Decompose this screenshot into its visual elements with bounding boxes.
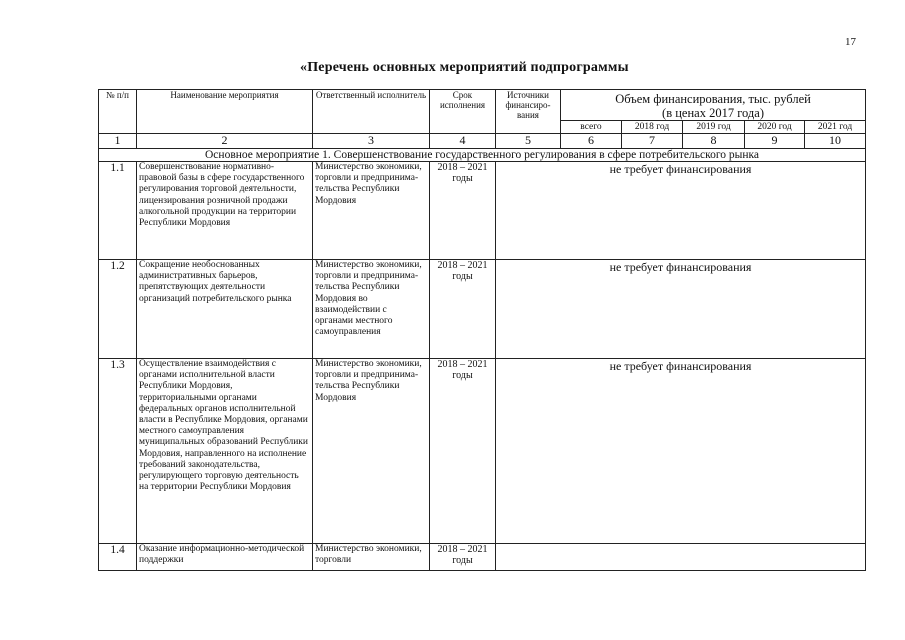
activities-table (98, 89, 866, 571)
row-activity-name: Сокращение необоснованных административных барьеров, препятствующих деятельности организаций потребительского рынка (137, 260, 313, 359)
column-number: 8 (683, 134, 745, 149)
row-term (430, 162, 496, 260)
header-sources: Источники финансиро-вания (496, 90, 561, 134)
header-term: Срок исполнения (430, 90, 496, 134)
page-title: «Перечень основных мероприятий подпрограммы (300, 60, 629, 75)
table-row (99, 260, 866, 359)
column-numbers-row (99, 134, 866, 149)
row-number: 1.4 (99, 544, 137, 571)
column-number: 4 (430, 134, 496, 149)
table-row (99, 162, 866, 260)
row-financing (496, 544, 866, 571)
row-financing: не требует финансирования (496, 162, 866, 260)
section-row (99, 149, 866, 162)
column-number: 6 (561, 134, 622, 149)
row-term (430, 260, 496, 359)
section-title: Основное мероприятие 1. Совершенствование государственного регулирования в сфере потребительского рынка (99, 149, 866, 162)
row-term-unit: годы (452, 173, 473, 184)
header-volume-line1: Объем финансирования, тыс. рублей (615, 92, 811, 106)
column-number: 5 (496, 134, 561, 149)
table-row (99, 359, 866, 544)
row-term-years: 2018 – 2021 (437, 162, 488, 173)
row-executor: Министерство экономики, торговли и предпринима-тельства Республики Мордовия во взаимодействии с органами местного самоуправления (313, 260, 430, 359)
row-activity-name: Оказание информационно-методической поддержки (137, 544, 313, 571)
header-num: № п/п (99, 90, 137, 134)
row-term (430, 359, 496, 544)
column-number: 3 (313, 134, 430, 149)
row-activity-name: Совершенствование нормативно-правовой базы в сфере государственного регулирования торговой деятельности, лицензирования розничной продажи алкогольной продукции на территории Республики Мордовия (137, 162, 313, 260)
row-executor: Министерство экономики, торговли (313, 544, 430, 571)
row-term (430, 544, 496, 571)
row-term-years: 2018 – 2021 (437, 260, 488, 271)
row-term-unit: годы (452, 370, 473, 381)
row-financing: не требует финансирования (496, 359, 866, 544)
header-row-1 (99, 90, 866, 121)
header-2019: 2019 год (683, 121, 745, 134)
column-number: 7 (622, 134, 683, 149)
row-term-unit: годы (452, 271, 473, 282)
column-number: 10 (805, 134, 866, 149)
column-number: 9 (745, 134, 805, 149)
row-financing: не требует финансирования (496, 260, 866, 359)
row-number: 1.2 (99, 260, 137, 359)
header-name: Наименование мероприятия (137, 90, 313, 134)
row-number: 1.1 (99, 162, 137, 260)
row-term-years: 2018 – 2021 (437, 544, 488, 555)
header-total: всего (561, 121, 622, 134)
row-number: 1.3 (99, 359, 137, 544)
row-executor: Министерство экономики, торговли и предпринима-тельства Республики Мордовия (313, 359, 430, 544)
header-2021: 2021 год (805, 121, 866, 134)
column-number: 1 (99, 134, 137, 149)
column-number: 2 (137, 134, 313, 149)
row-term-years: 2018 – 2021 (437, 359, 488, 370)
header-volume-line2: (в ценах 2017 года) (662, 106, 764, 120)
header-2018: 2018 год (622, 121, 683, 134)
header-executor: Ответственный исполнитель (313, 90, 430, 134)
row-term-unit: годы (452, 555, 473, 566)
table-row (99, 544, 866, 571)
page-number: 17 (845, 36, 856, 48)
header-2020: 2020 год (745, 121, 805, 134)
row-activity-name: Осуществление взаимодействия с органами исполнительной власти Республики Мордовия, территориальными органами федеральных органов исполнительной власти в Республике Мордовия, органами местного самоуправления муниципальных образований Республики Мордовия, направленного на исполнение требований законодательства, регулирующего торговую деятельность на территории Республики Мордовия (137, 359, 313, 544)
row-executor: Министерство экономики, торговли и предпринима-тельства Республики Мордовия (313, 162, 430, 260)
header-volume (561, 90, 866, 121)
